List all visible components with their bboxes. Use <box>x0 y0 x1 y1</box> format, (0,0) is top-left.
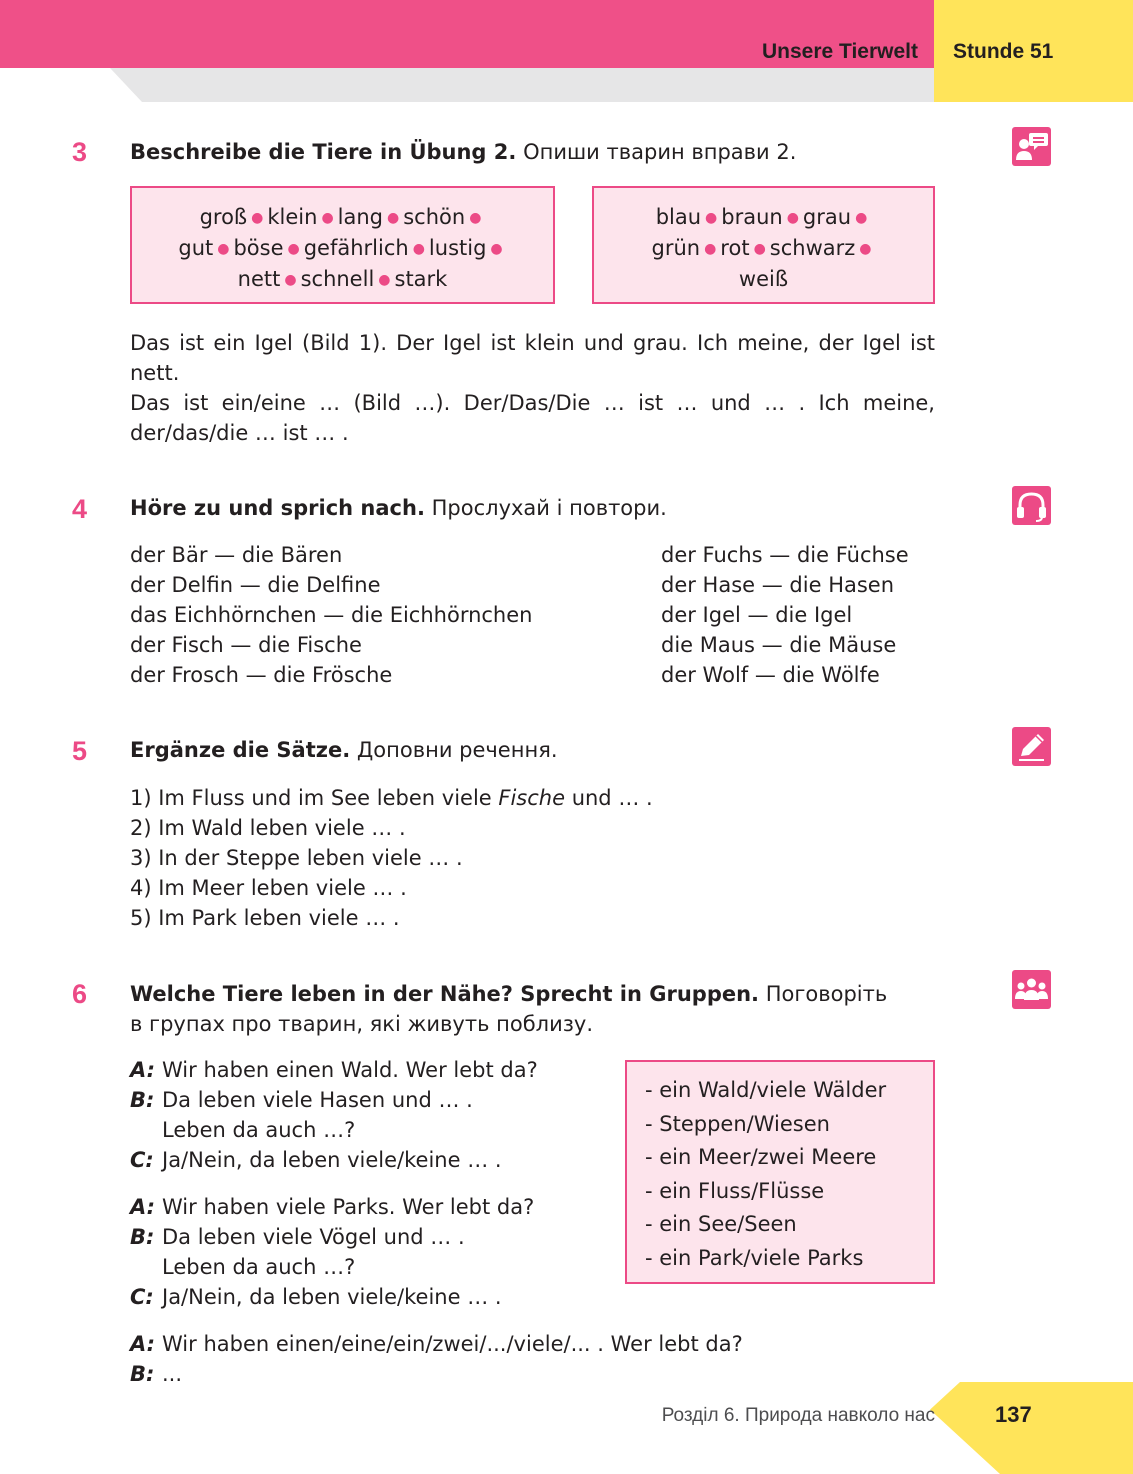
dialog-line <box>130 1055 538 1085</box>
exercise-6-title-uk: Поговоріть <box>765 982 888 1006</box>
exercise-5-title-de: Ergänze die Sätze. <box>130 738 351 762</box>
exercise-3-task <box>130 137 935 167</box>
dialog-line <box>130 1085 538 1115</box>
exercise-6-title-de: Welche Tiere leben in der Nähe? Sprecht in Gruppen. <box>130 982 760 1006</box>
adjectives-line-3: nett ● schnell ● stark <box>237 267 448 291</box>
dialog-3 <box>130 1329 743 1389</box>
word: stark <box>394 267 448 291</box>
plurals-right-column <box>661 540 909 690</box>
plural-pair: der Bär — die Bären <box>130 543 343 567</box>
word: weiß <box>738 267 789 291</box>
utterance: Wir haben viele Parks. Wer lebt da? <box>162 1195 535 1219</box>
exercise-4-number: 4 <box>72 494 88 524</box>
header-shadow-band <box>110 68 934 102</box>
dialog-line: Leben da auch …? <box>162 1118 356 1142</box>
word: grau <box>802 205 852 229</box>
footer-section-title: Розділ 6. Природа навколо нас <box>661 1405 935 1426</box>
plural-pair: die Maus — die Mäuse <box>661 633 897 657</box>
lesson-label: Stunde 51 <box>953 40 1054 63</box>
sentence-5: 5) Im Park leben viele … . <box>130 906 400 930</box>
exercise-3-example-1: Das ist ein Igel (Bild 1). Der Igel ist klein und grau. Ich meine, der Igel ist nett. <box>130 331 935 385</box>
word: lustig <box>428 236 487 260</box>
adjectives-box <box>130 186 555 304</box>
adjectives-line-2: gut ● böse ● gefährlich ● lustig ● <box>178 236 503 260</box>
sentence-2: 2) Im Wald leben viele … . <box>130 816 406 840</box>
speaker-label: B: <box>130 1225 155 1249</box>
speaker-label: B: <box>130 1362 155 1386</box>
plural-pair: das Eichhörnchen — die Eichhörnchen <box>130 603 533 627</box>
word: schwarz <box>769 236 856 260</box>
plural-pair: der Frosch — die Frösche <box>130 663 393 687</box>
utterance: Wir haben einen Wald. Wer lebt da? <box>162 1058 538 1082</box>
pencil-icon <box>1012 727 1051 766</box>
dialog-line <box>130 1222 534 1252</box>
vocab-item: - ein See/Seen <box>645 1212 797 1236</box>
vocabulary-box <box>625 1060 935 1284</box>
word: klein <box>267 205 318 229</box>
colors-line-3 <box>594 264 933 294</box>
dialog-line: Leben da auch …? <box>162 1255 356 1279</box>
dialog-line <box>130 1282 534 1312</box>
word: schnell <box>300 267 375 291</box>
exercise-5-title-uk: Доповни речення. <box>356 738 558 762</box>
word: groß <box>199 205 248 229</box>
speech-bubble-person-icon <box>1012 127 1051 166</box>
chapter-title: Unsere Tierwelt <box>761 40 918 63</box>
speaker-label: B: <box>130 1088 155 1112</box>
utterance: Da leben viele Hasen und … . <box>162 1088 473 1112</box>
exercise-6-number: 6 <box>72 979 88 1009</box>
utterance: Ja/Nein, da leben viele/keine … . <box>162 1285 502 1309</box>
footer-page-tab <box>930 1382 1133 1474</box>
dialog-1 <box>130 1055 538 1175</box>
plural-pair: der Fisch — die Fische <box>130 633 362 657</box>
dialog-2 <box>130 1192 534 1312</box>
plural-pair: der Igel — die Igel <box>661 603 853 627</box>
exercise-3-title-de: Beschreibe die Tiere in Übung 2. <box>130 140 517 164</box>
exercise-3-number: 3 <box>72 137 88 167</box>
exercise-4-title-de: Höre zu und sprich nach. <box>130 496 425 520</box>
speaker-label: C: <box>130 1285 154 1309</box>
speaker-label: A: <box>130 1195 156 1219</box>
vocab-item: - ein Wald/viele Wälder <box>645 1078 887 1102</box>
word: schön <box>403 205 466 229</box>
colors-box <box>592 186 935 304</box>
colors-line-1: blau ● braun ● grau ● <box>655 205 868 229</box>
plural-pair: der Hase — die Hasen <box>661 573 895 597</box>
dialog-line <box>130 1359 743 1389</box>
word: gut <box>178 236 214 260</box>
vocab-item: - ein Fluss/Flüsse <box>645 1178 825 1203</box>
utterance: Wir haben einen/eine/ein/zwei/.../viele/... . Wer lebt da? <box>162 1332 743 1356</box>
speaker-label: A: <box>130 1058 156 1082</box>
adjectives-line-1: groß ● klein ● lang ● schön ● <box>199 205 482 229</box>
exercise-6-task <box>130 979 935 1009</box>
exercise-4-task <box>130 493 935 523</box>
exercise-4-title-uk: Прослухай і повтори. <box>431 496 667 520</box>
utterance: ... <box>162 1362 183 1386</box>
sentence-3: 3) In der Steppe leben viele … . <box>130 846 463 870</box>
headphones-icon <box>1012 486 1051 525</box>
plural-pair: der Fuchs — die Füchse <box>661 543 909 567</box>
vocab-item: - ein Meer/zwei Meere <box>645 1145 877 1169</box>
dialog-line <box>130 1145 538 1175</box>
dialog-line <box>130 1329 743 1359</box>
word: rot <box>720 236 750 260</box>
sentence-1-start: 1) Im Fluss und im See leben viele <box>130 786 499 810</box>
utterance: Da leben viele Vögel und … . <box>162 1225 465 1249</box>
exercise-5-number: 5 <box>72 736 88 766</box>
colors-line-2: grün ● rot ● schwarz ● <box>651 236 872 260</box>
utterance: Ja/Nein, da leben viele/keine … . <box>162 1148 502 1172</box>
plural-pair: der Wolf — die Wölfe <box>661 663 880 687</box>
sentences-list <box>130 783 653 933</box>
sentence-4: 4) Im Meer leben viele … . <box>130 876 407 900</box>
word: lang <box>337 205 383 229</box>
vocab-item: - Steppen/Wiesen <box>645 1111 830 1136</box>
plurals-left-column <box>130 540 532 690</box>
exercise-3-example-2: Das ist ein/eine … (Bild …). Der/Das/Die … ist … und … . Ich meine, der/das/die … ist … . <box>130 391 935 445</box>
word: grün <box>651 236 701 260</box>
word: braun <box>721 205 783 229</box>
exercise-5-task <box>130 735 935 765</box>
word: gefährlich <box>303 236 409 260</box>
handwritten-answer: Fische <box>498 786 566 810</box>
page-number: 137 <box>995 1402 1032 1427</box>
plural-pair: der Delfin — die Delfine <box>130 573 381 597</box>
sentence-1 <box>130 783 653 813</box>
vocab-item: - ein Park/viele Parks <box>645 1245 864 1270</box>
sentence-1-end: und … . <box>565 786 653 810</box>
speaker-label: A: <box>130 1332 156 1356</box>
exercise-6-title-uk-2: в групах про тварин, які живуть поблизу. <box>130 1012 594 1036</box>
dialog-line <box>130 1192 534 1222</box>
word: nett <box>237 267 281 291</box>
word: böse <box>233 236 284 260</box>
group-people-icon <box>1012 970 1051 1009</box>
word: blau <box>655 205 702 229</box>
speaker-label: C: <box>130 1148 154 1172</box>
exercise-3-title-uk: Опиши тварин вправи 2. <box>523 140 797 164</box>
